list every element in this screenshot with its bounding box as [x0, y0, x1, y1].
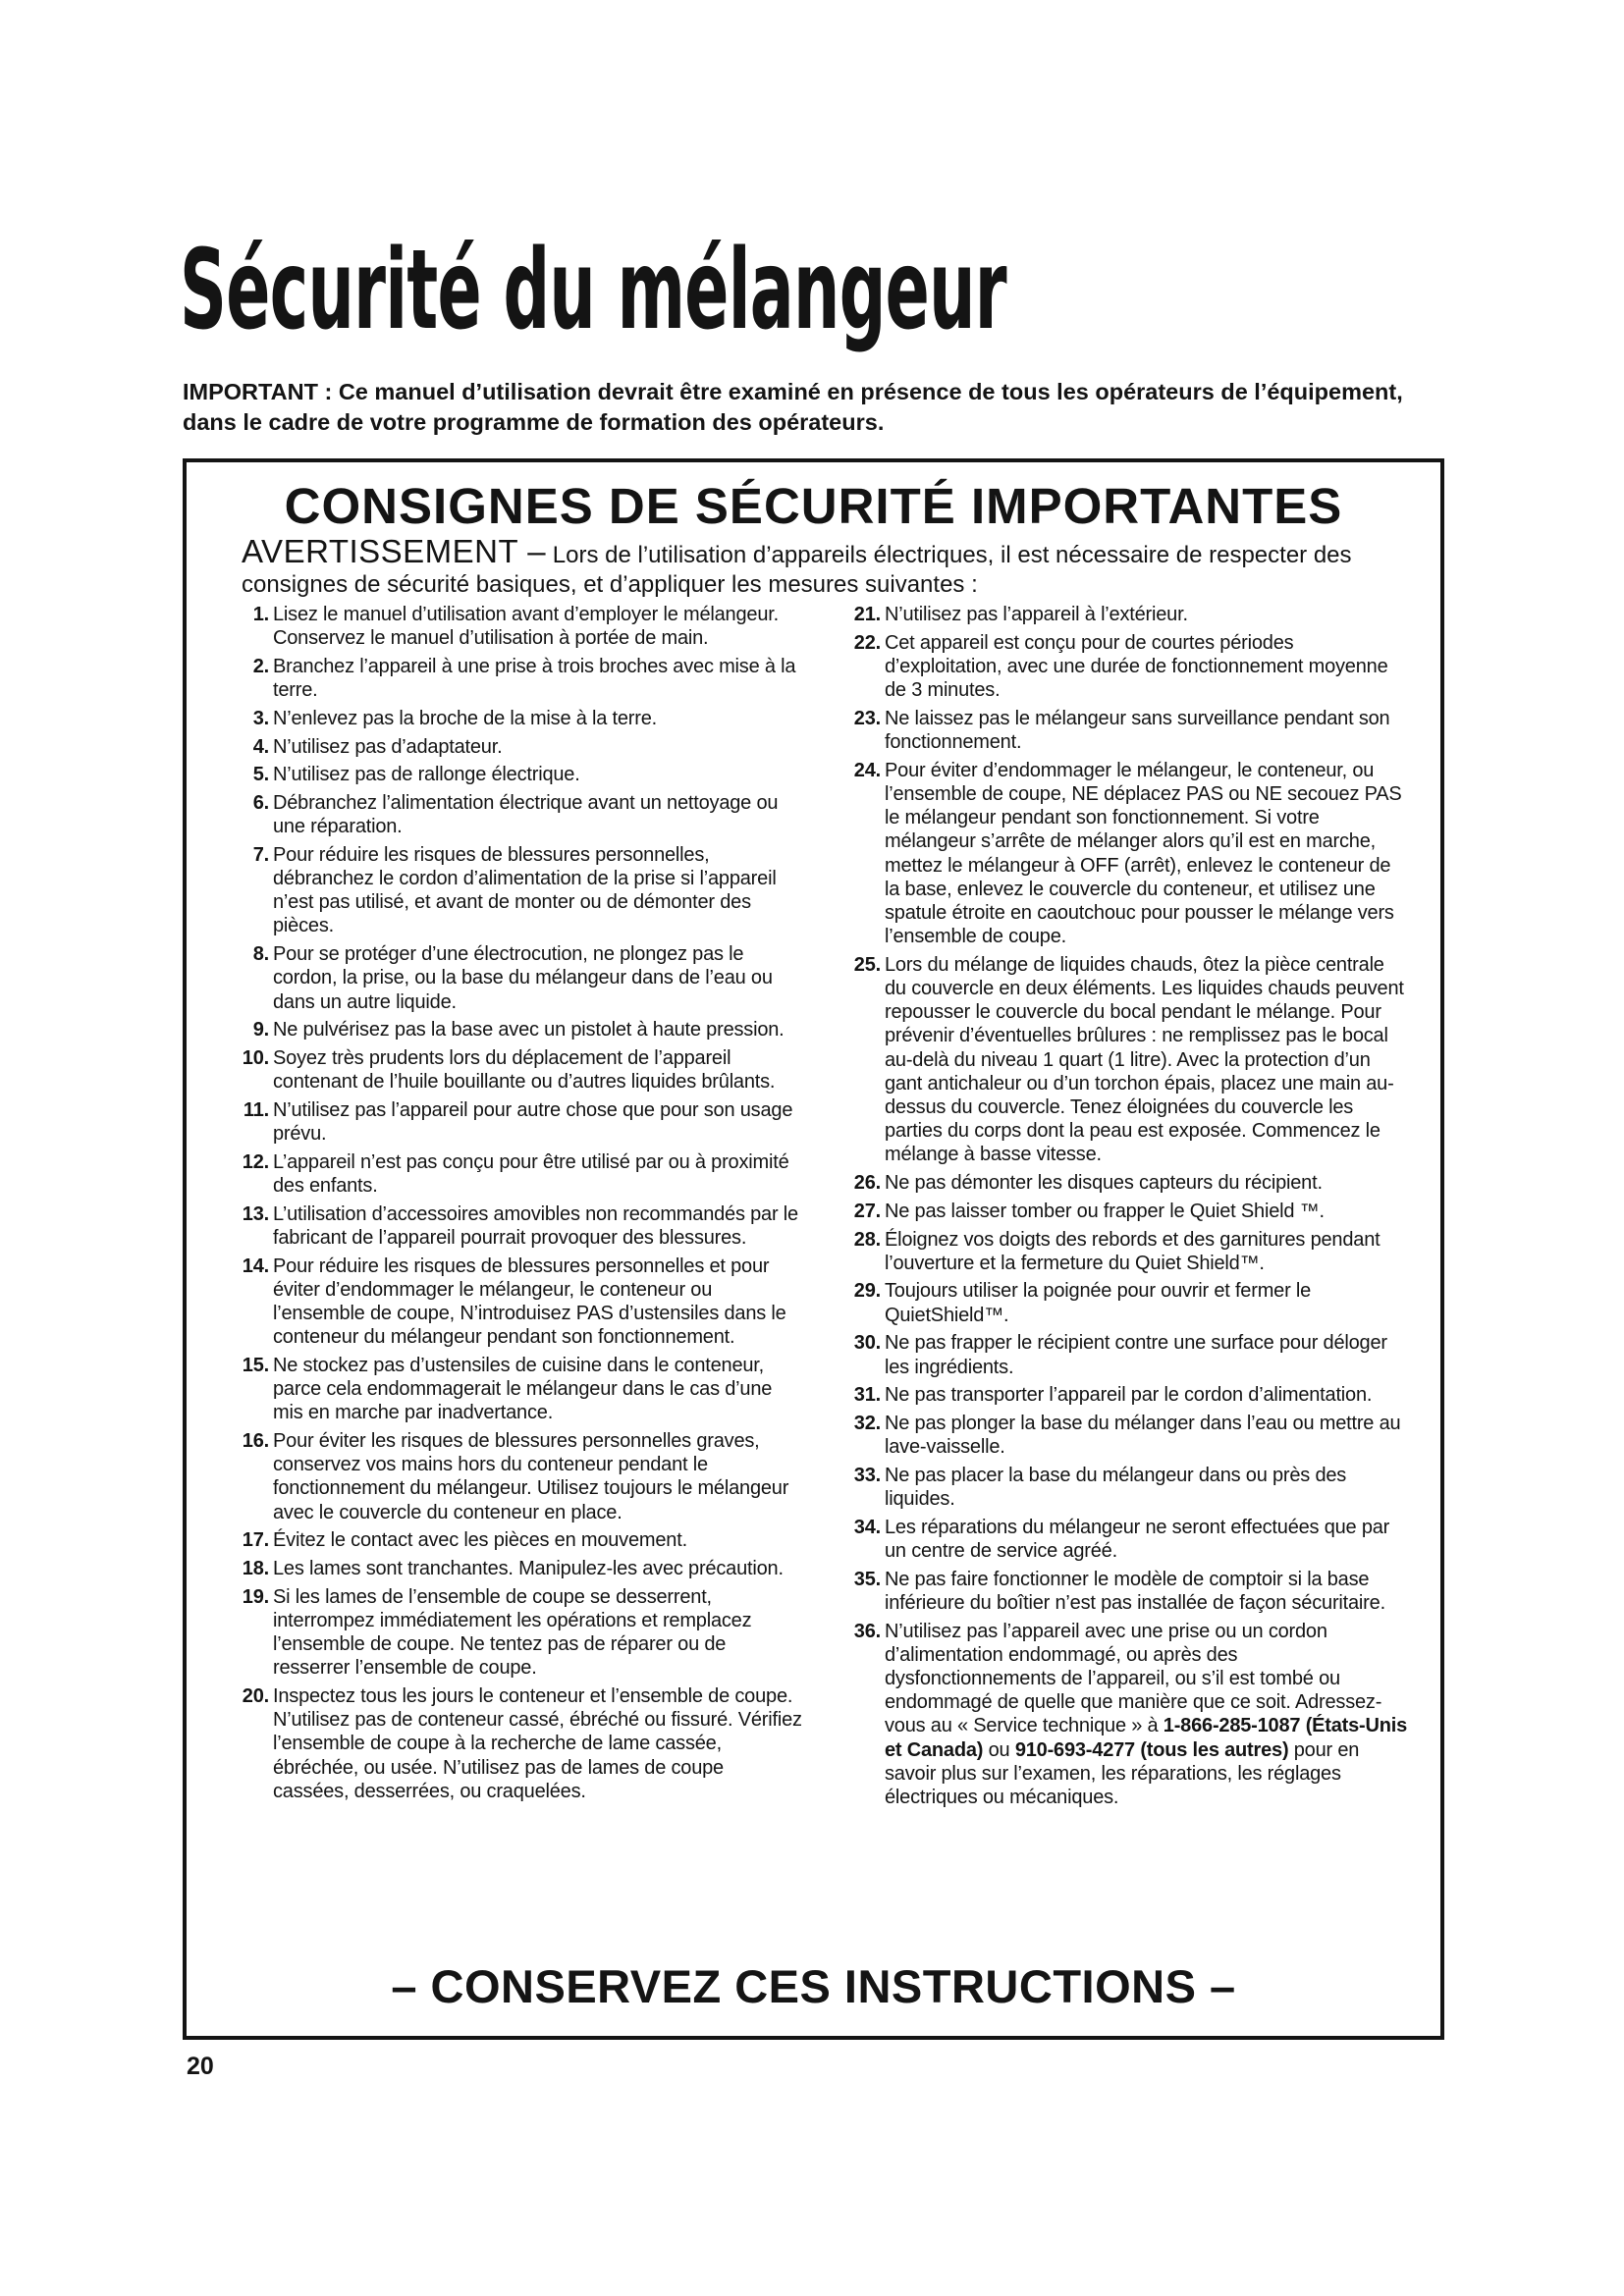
item-text: Ne pas frapper le récipient contre une surface pour déloger les ingrédients.: [885, 1332, 1387, 1378]
list-item: [218, 1018, 803, 1041]
item-number: 13 .: [218, 1202, 269, 1226]
list-item: [830, 759, 1409, 949]
page-title: Sécurité du mélangeur: [180, 227, 1006, 354]
item-number: 1 .: [218, 603, 269, 626]
intro-important: IMPORTANT : Ce manuel d’utilisation devrait être examiné en présence de tous les opérateurs de l’équipement, dans le cadre de votre programme de formation des opérateurs.: [183, 379, 1403, 435]
list-item: [830, 1331, 1409, 1378]
item-number: 32 .: [830, 1412, 881, 1435]
item-number: 6 .: [218, 791, 269, 815]
item-number: 18 .: [218, 1557, 269, 1580]
phone-us-canada: 1-866-285-1087 (États-Unis et Canada): [885, 1715, 1408, 1761]
item-text: Toujours utiliser la poignée pour ouvrir et fermer le QuietShield™.: [885, 1280, 1312, 1326]
item36-text-b: ou: [983, 1738, 1015, 1761]
warning-paragraph: [242, 533, 1410, 600]
item-text: Évitez le contact avec les pièces en mouvement.: [273, 1529, 687, 1552]
list-item: [218, 843, 803, 938]
item-text: Inspectez tous les jours le conteneur et l’ensemble de coupe. N’utilisez pas de conteneur cassé, ébréché ou fissuré. Vérifiez l’ensemble de coupe à la recherche de lame cassée, ébréchée, ou usée. N’utilisez pas de lames de coupe cassées, desserrées, ou craquelées.: [273, 1685, 802, 1802]
list-item: [218, 1528, 803, 1552]
item-text: Pour se protéger d’une électrocution, ne plongez pas le cordon, la prise, ou la base du mélangeur dans de l’eau ou dans un autre liquide.: [273, 943, 773, 1013]
list-item: [218, 1684, 803, 1803]
item-text: Ne laissez pas le mélangeur sans surveillance pendant son fonctionnement.: [885, 707, 1390, 754]
item-text: N’utilisez pas d’adaptateur.: [273, 735, 503, 758]
item-text: Ne stockez pas d’ustensiles de cuisine dans le conteneur, parce cela endommagerait le mélangeur dans le cas d’une mis en marche par inadvertance.: [273, 1354, 773, 1424]
item-text: N’enlevez pas la broche de la mise à la terre.: [273, 707, 658, 729]
list-item: [218, 707, 803, 730]
item-text: Pour réduire les risques de blessures personnelles et pour éviter d’endommager le mélangeur, le conteneur ou l’ensemble de coupe, N’introduisez PAS d’ustensiles dans le conteneur du mélangeur pendant son fonctionnement.: [273, 1255, 786, 1349]
item-text: Éloignez vos doigts des rebords et des garnitures pendant l’ouverture et la fermeture du Quiet Shield™.: [885, 1228, 1380, 1274]
item-text: Cet appareil est conçu pour de courtes périodes d’exploitation, avec une durée de fonctionnement moyenne de 3 minutes.: [885, 631, 1388, 702]
item-number: 17 .: [218, 1528, 269, 1552]
page-number: 20: [187, 2053, 214, 2080]
item-text: Ne pas faire fonctionner le modèle de comptoir si la base inférieure du boîtier n’est pas installée de façon sécuritaire.: [885, 1568, 1385, 1614]
left-column: [218, 603, 803, 1808]
item-number: 33 .: [830, 1464, 881, 1487]
right-column: [830, 603, 1409, 1814]
item-text: N’utilisez pas de rallonge électrique.: [273, 764, 580, 786]
item-text: L’appareil n’est pas conçu pour être utilisé par ou à proximité des enfants.: [273, 1150, 789, 1197]
list-item: [830, 1200, 1409, 1223]
item-text: Branchez l’appareil à une prise à trois broches avec mise à la terre.: [273, 655, 796, 702]
item-number: 19 .: [218, 1585, 269, 1609]
item-number: 28 .: [830, 1228, 881, 1252]
item-text: Pour éviter d’endommager le mélangeur, le conteneur, ou l’ensemble de coupe, NE déplacez PAS ou NE secouez PAS le mélangeur pendant son fonctionnement. Si votre mélangeur s’arrête de mélanger alors qu’il est en marche, mettez le mélangeur à OFF (arrêt), enlevez le conteneur de la base, enlevez le couvercle du conteneur, et utilisez une spatule étroite en caoutchouc pour pousser le mélange vers l’ensemble de coupe.: [885, 759, 1402, 948]
item-text: Pour éviter les risques de blessures personnelles graves, conservez vos mains hors du conteneur pendant le fonctionnement du mélangeur. Utilisez toujours le mélangeur avec le couvercle du conteneur en place.: [273, 1430, 789, 1523]
item-text: Ne pas démonter les disques capteurs du récipient.: [885, 1172, 1323, 1195]
item-number: 9 .: [218, 1018, 269, 1041]
item-text: L’utilisation d’accessoires amovibles non recommandés par le fabricant de l’appareil pourrait provoquer des blessures.: [273, 1202, 798, 1249]
item36-text-a: N’utilisez pas l’appareil avec une prise ou un cordon d’alimentation endommagé, ou après des dysfonctionnements de l’appareil, ou s’il est tombé ou endommagé de quelle que manière que ce soit. Adressez-vous au « Service technique » à: [885, 1620, 1382, 1737]
item-number: 31 .: [830, 1383, 881, 1407]
item-number: 8 .: [218, 942, 269, 966]
item-text: Ne pas placer la base du mélangeur dans ou près des liquides.: [885, 1464, 1347, 1511]
item-text: Les lames sont tranchantes. Manipulez-les avec précaution.: [273, 1558, 784, 1580]
list-item: [830, 1412, 1409, 1459]
box-heading: CONSIGNES DE SÉCURITÉ IMPORTANTES: [284, 478, 1343, 534]
item-number: 5 .: [218, 763, 269, 786]
list-item: [218, 942, 803, 1014]
list-item: [218, 1098, 803, 1146]
list-item: [830, 1228, 1409, 1275]
item36-text-c: pour en savoir plus sur l’examen, les réparations, les réglages électriques ou mécaniques.: [885, 1738, 1360, 1809]
item-number: 10 .: [218, 1046, 269, 1070]
list-item: [218, 1150, 803, 1198]
item-number: 3 .: [218, 707, 269, 730]
list-item: [830, 1620, 1409, 1810]
list-item: [218, 1585, 803, 1681]
item-text: Soyez très prudents lors du déplacement de l’appareil contenant de l’huile bouillante ou d’autres liquides brûlants.: [273, 1046, 776, 1094]
list-item: [830, 1171, 1409, 1195]
item-text: [883, 1620, 1409, 1810]
phone-others: 910-693-4277 (tous les autres): [1014, 1738, 1289, 1761]
item-number: 24 .: [830, 759, 881, 782]
list-item: [218, 763, 803, 786]
list-item: [830, 1464, 1409, 1511]
list-item: [830, 603, 1409, 626]
item-text: Ne pulvérisez pas la base avec un pistolet à haute pression.: [273, 1019, 785, 1041]
item-text: Pour réduire les risques de blessures personnelles, débranchez le cordon d’alimentation de la prise si l’appareil n’est pas utilisé, et avant de monter ou de démonter des pièces.: [273, 843, 777, 937]
item-text: Si les lames de l’ensemble de coupe se desserrent, interrompez immédiatement les opérations et remplacez l’ensemble de coupe. Ne tentez pas de réparer ou de resserrer l’ensemble de coupe.: [273, 1585, 752, 1680]
warning-text: Lors de l’utilisation d’appareils électriques, il est nécessaire de respecter des consignes de sécurité basiques, et d’appliquer les mesures suivantes :: [242, 542, 1352, 598]
item-text: Ne pas transporter l’appareil par le cordon d’alimentation.: [885, 1384, 1373, 1407]
list-item: [218, 1255, 803, 1350]
item-text: N’utilisez pas l’appareil à l’extérieur.: [885, 604, 1188, 625]
item-number: 15 .: [218, 1354, 269, 1377]
right-column-items: [830, 603, 1409, 1615]
item-number: 7 .: [218, 843, 269, 867]
item-number: 23 .: [830, 707, 881, 730]
item-text: Débranchez l’alimentation électrique avant un nettoyage ou une réparation.: [273, 791, 779, 838]
list-item: [218, 1202, 803, 1250]
item-number: 12 .: [218, 1150, 269, 1174]
item-number: 22 .: [830, 631, 881, 655]
list-item: [830, 631, 1409, 703]
warning-label: AVERTISSEMENT –: [242, 533, 547, 569]
item-text: N’utilisez pas l’appareil pour autre chose que pour son usage prévu.: [273, 1098, 793, 1146]
list-item: [830, 1568, 1409, 1615]
item-text: Ne pas laisser tomber ou frapper le Quiet Shield ™.: [885, 1200, 1325, 1222]
item-number: 14 .: [218, 1255, 269, 1278]
list-item: [218, 603, 803, 650]
item-number: 34 .: [830, 1516, 881, 1539]
item-number: 27 .: [830, 1200, 881, 1223]
item-number: 4 .: [218, 735, 269, 759]
list-item: [830, 1383, 1409, 1407]
item-number: 20 .: [218, 1684, 269, 1708]
list-item: [218, 1429, 803, 1524]
safety-instructions-box: [183, 458, 1444, 2040]
item-number: 2 .: [218, 655, 269, 678]
item-number: 30 .: [830, 1331, 881, 1355]
item-number: 16 .: [218, 1429, 269, 1453]
item-text: Lors du mélange de liquides chauds, ôtez la pièce centrale du couvercle en deux éléments. Les liquides chauds peuvent repousser le couvercle du bocal pendant le mélange. Pour prévenir d’éventuelles brûlures : ne remplissez pas le bocal au-delà du niveau 1 quart (1 litre). Avec la protection d’un gant antichaleur ou d’un torchon épais, placez une main au-dessus du couvercle. Tenez éloignées du couvercle les parties du corps dont la peau est exposée. Commencez le mélange à basse vitesse.: [885, 953, 1404, 1166]
list-item: [218, 735, 803, 759]
item-text: Ne pas plonger la base du mélanger dans l’eau ou mettre au lave-vaisselle.: [885, 1413, 1401, 1459]
list-item: [218, 1354, 803, 1425]
footer-heading: – CONSERVEZ CES INSTRUCTIONS –: [391, 1960, 1236, 2012]
list-item: [830, 1279, 1409, 1326]
list-item: [830, 1516, 1409, 1563]
list-item: [218, 791, 803, 838]
item-number: 35 .: [830, 1568, 881, 1591]
list-item: [218, 1557, 803, 1580]
item-number: 29 .: [830, 1279, 881, 1303]
list-item: [830, 707, 1409, 754]
item-number: 25 .: [830, 953, 881, 977]
item-number: 26 .: [830, 1171, 881, 1195]
item-text: Les réparations du mélangeur ne seront effectuées que par un centre de service agréé.: [885, 1516, 1390, 1563]
item-text: Lisez le manuel d’utilisation avant d’employer le mélangeur. Conservez le manuel d’utilisation à portée de main.: [273, 604, 779, 650]
item-number: 36 .: [830, 1620, 881, 1643]
item-number: 11 .: [218, 1098, 269, 1122]
item-number: 21 .: [830, 603, 881, 626]
list-item: [830, 953, 1409, 1167]
list-item: [218, 1046, 803, 1094]
list-item: [218, 655, 803, 702]
